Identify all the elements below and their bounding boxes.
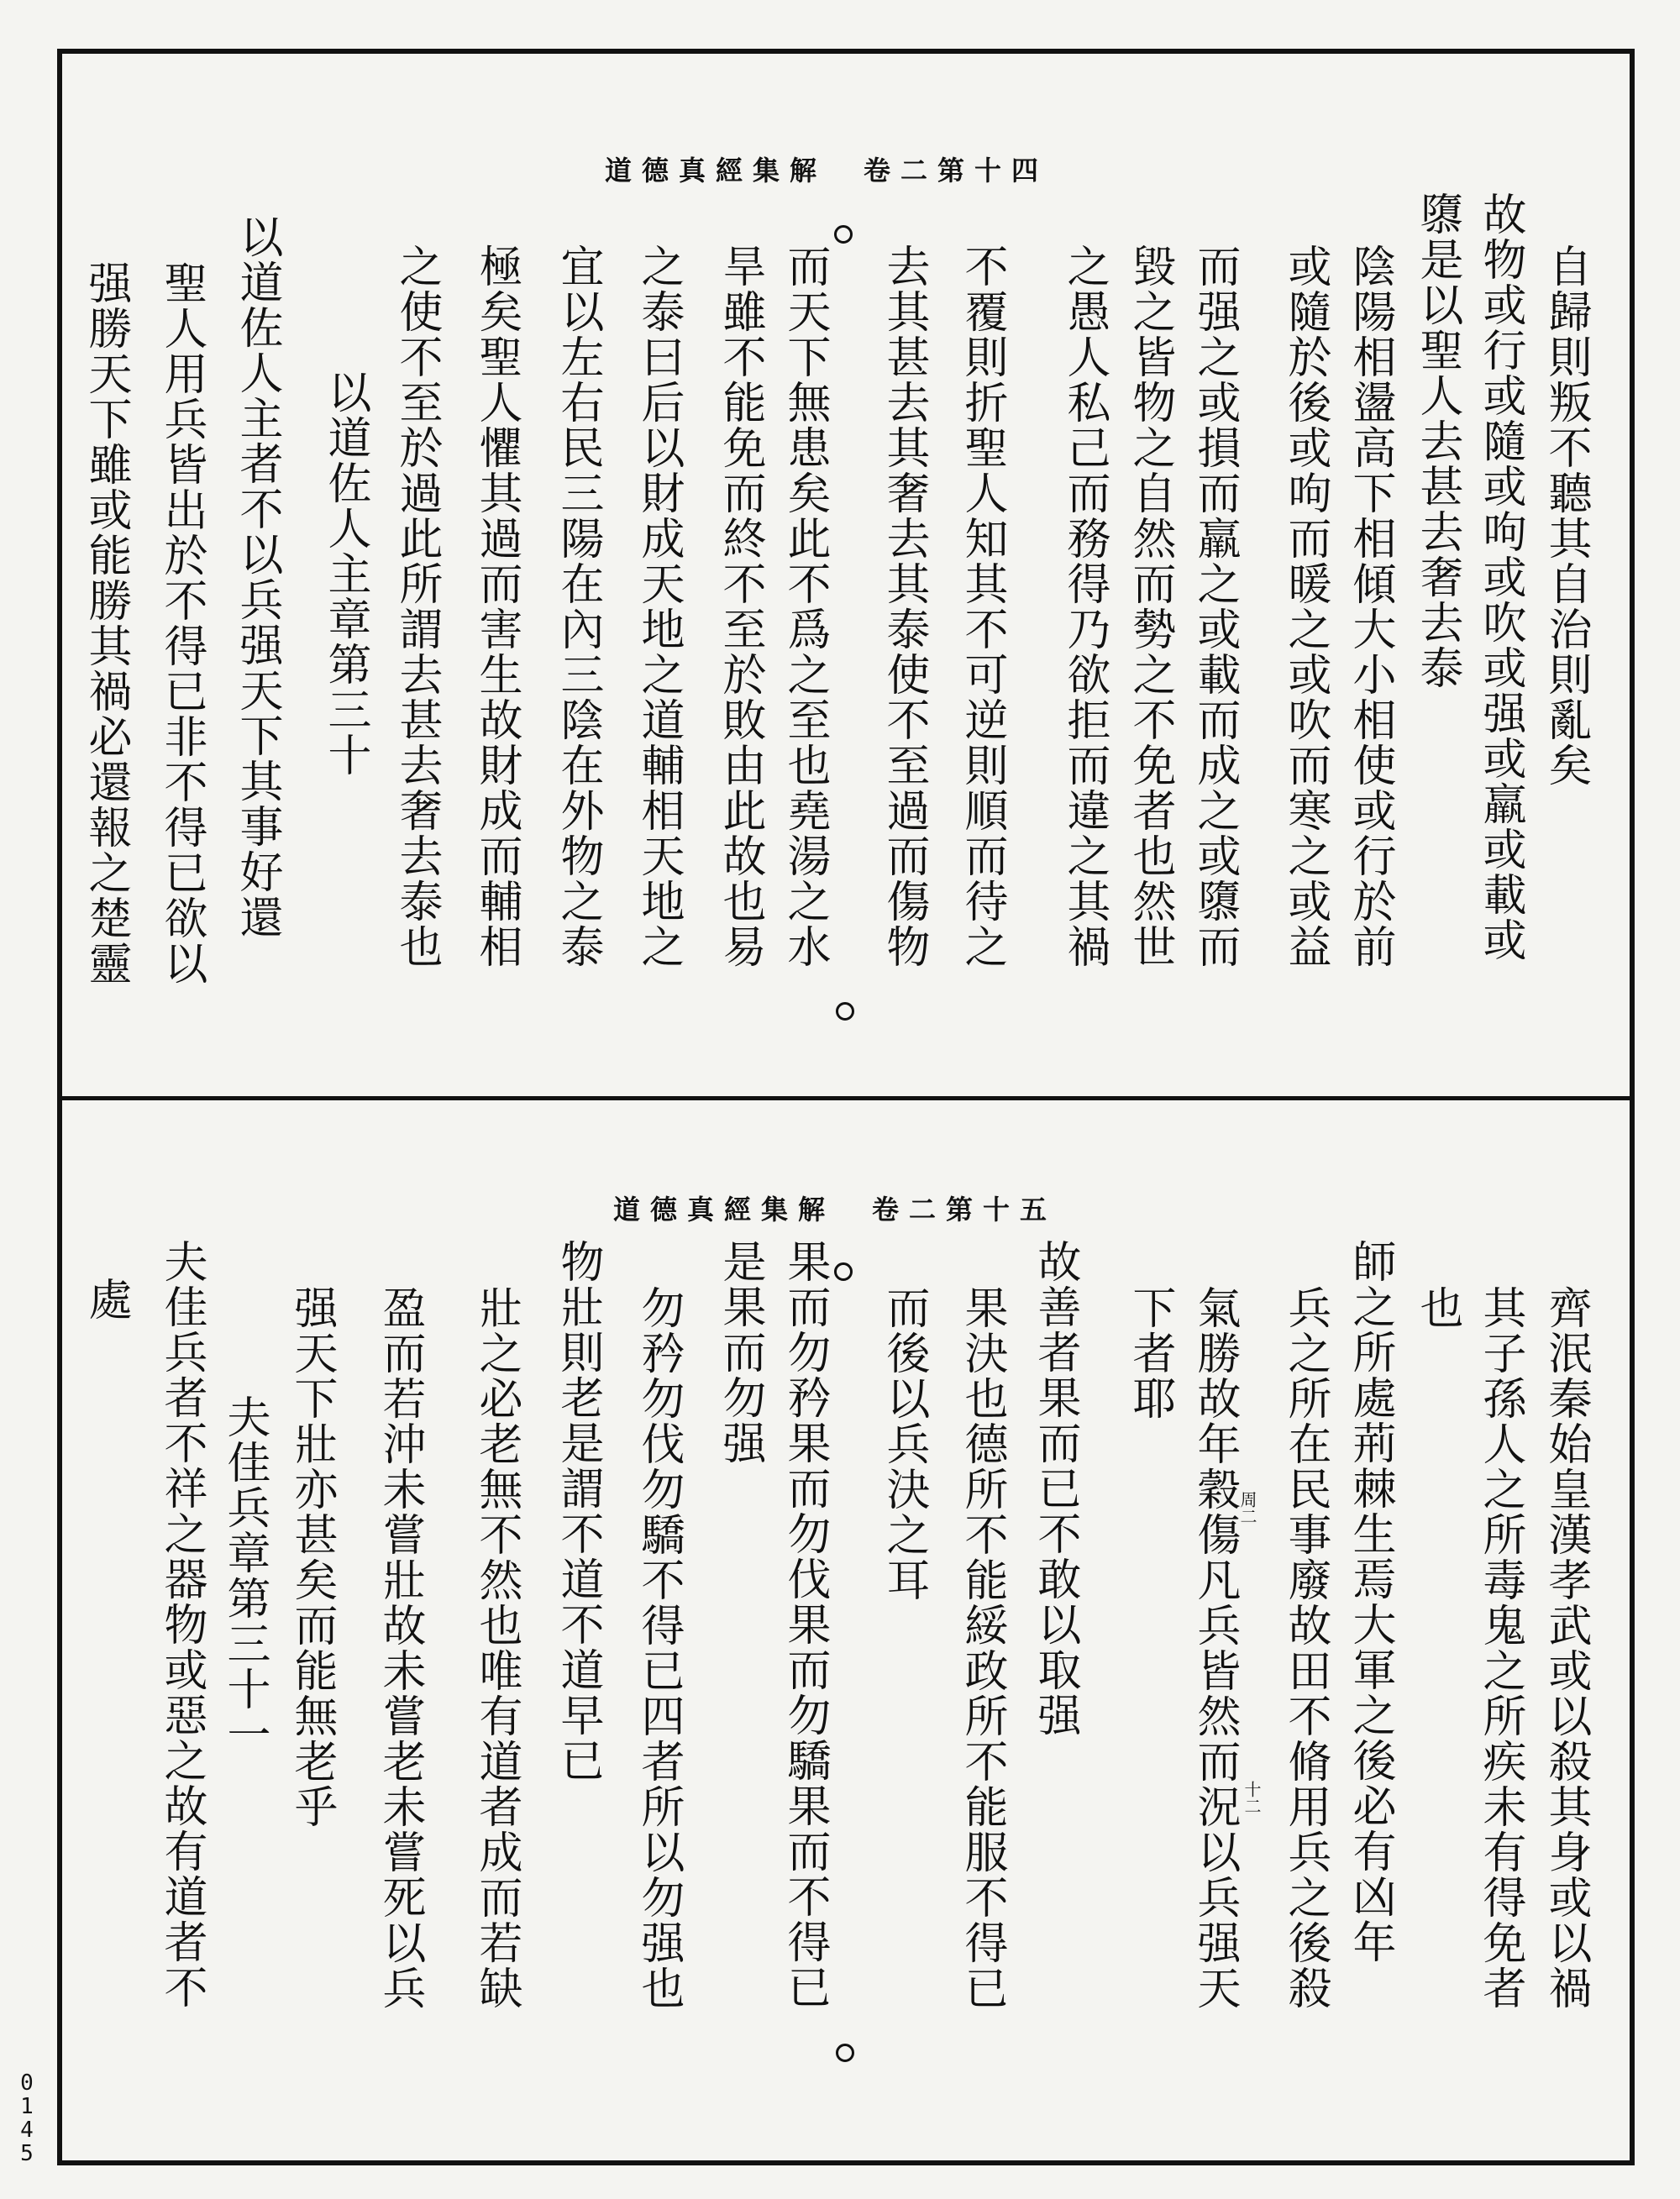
text-column: 也 [1412, 1285, 1462, 1330]
chapter-heading: 以道佐人主章第三十 [320, 370, 370, 778]
text-column: 氣勝故年穀傷凡兵皆然而況以兵强天 [1189, 1285, 1240, 2011]
text-column: 隳是以聖人去甚去奢去泰 [1412, 192, 1462, 690]
margin-note: 十二 [1242, 1781, 1262, 1814]
text-column: 陰陽相盪高下相傾大小相使或行於前 [1345, 244, 1395, 969]
text-column: 極矣聖人懼其過而害生故財成而輔相 [471, 244, 522, 969]
text-column: 師之所處荊棘生焉大軍之後必有凶年 [1345, 1239, 1395, 1965]
chapter-heading: 夫佳兵章第三十一 [219, 1394, 270, 1757]
circle-mark [836, 2044, 854, 2062]
text-column: 或隨於後或呴而暖之或吹而寒之或益 [1280, 244, 1331, 969]
text-column: 之愚人私己而務得乃欲拒而違之其禍 [1059, 244, 1110, 969]
circle-mark [834, 225, 853, 244]
text-column: 而天下無患矣此不爲之至也堯湯之水 [780, 244, 830, 969]
text-column: 去其甚去其奢去其泰使不至過而傷物 [879, 244, 929, 969]
text-column: 宜以左右民三陽在內三陰在外物之泰 [553, 244, 603, 969]
text-column: 夫佳兵者不祥之器物或惡之故有道者不 [156, 1239, 207, 2010]
text-column: 兵之所在民事廢故田不脩用兵之後殺 [1280, 1285, 1331, 2011]
text-column: 盈而若沖未嘗壯故未嘗老未嘗死以兵 [375, 1285, 425, 2011]
half-page-divider [57, 1096, 1635, 1100]
upper-running-head: 道德真經集解 卷二第十四 [605, 155, 1049, 186]
text-column: 之使不至於過此所謂去甚去奢去泰也 [391, 244, 442, 969]
text-column: 旱雖不能免而終不至於敗由此故也易 [715, 244, 765, 969]
text-column: 而强之或損而羸之或載而成之或隳而 [1189, 244, 1240, 969]
text-column: 下者耶 [1125, 1285, 1175, 1421]
text-column: 故物或行或隨或呴或吹或强或羸或載或 [1475, 192, 1525, 963]
page-number: 0145 [20, 2070, 34, 2166]
circle-mark [834, 1262, 853, 1281]
text-column: 故善者果而已不敢以取强 [1030, 1239, 1080, 1738]
text-column: 而後以兵決之耳 [879, 1285, 929, 1603]
margin-note: 周二 [1237, 1491, 1257, 1525]
text-column: 强勝天下雖或能勝其禍必還報之楚靈 [81, 260, 131, 986]
lower-running-head: 道德真經集解 卷二第十五 [613, 1194, 1058, 1225]
text-column: 果決也德所不能綏政所不能服不得已 [957, 1285, 1007, 2011]
text-column: 聖人用兵皆出於不得已非不得已欲以 [156, 260, 207, 986]
circle-mark [836, 1002, 854, 1021]
text-column: 不覆則折聖人知其不可逆則順而待之 [957, 244, 1007, 969]
text-column: 處 [81, 1277, 131, 1322]
text-column: 物壯則老是謂不道不道早已 [553, 1239, 603, 1783]
text-column: 强天下壯亦甚矣而能無老乎 [286, 1285, 337, 1829]
text-column: 果而勿矜果而勿伐果而勿驕果而不得已 [780, 1239, 830, 2010]
text-column: 是果而勿强 [715, 1239, 765, 1466]
text-column: 之泰曰后以財成天地之道輔相天地之 [633, 244, 684, 969]
text-column: 以道佐人主者不以兵强天下其事好還 [232, 214, 282, 940]
text-column: 自歸則叛不聽其自治則亂矣 [1541, 244, 1591, 788]
page-frame [57, 49, 1635, 2165]
text-column: 壯之必老無不然也唯有道者成而若缺 [471, 1285, 522, 2011]
text-column: 齊泯秦始皇漢孝武或以殺其身或以禍 [1541, 1285, 1591, 2011]
text-column: 勿矜勿伐勿驕不得已四者所以勿强也 [633, 1285, 684, 2011]
text-column: 其子孫人之所毒鬼之所疾未有得免者 [1475, 1285, 1525, 2011]
text-column: 毀之皆物之自然而勢之不免者也然世 [1125, 244, 1175, 969]
